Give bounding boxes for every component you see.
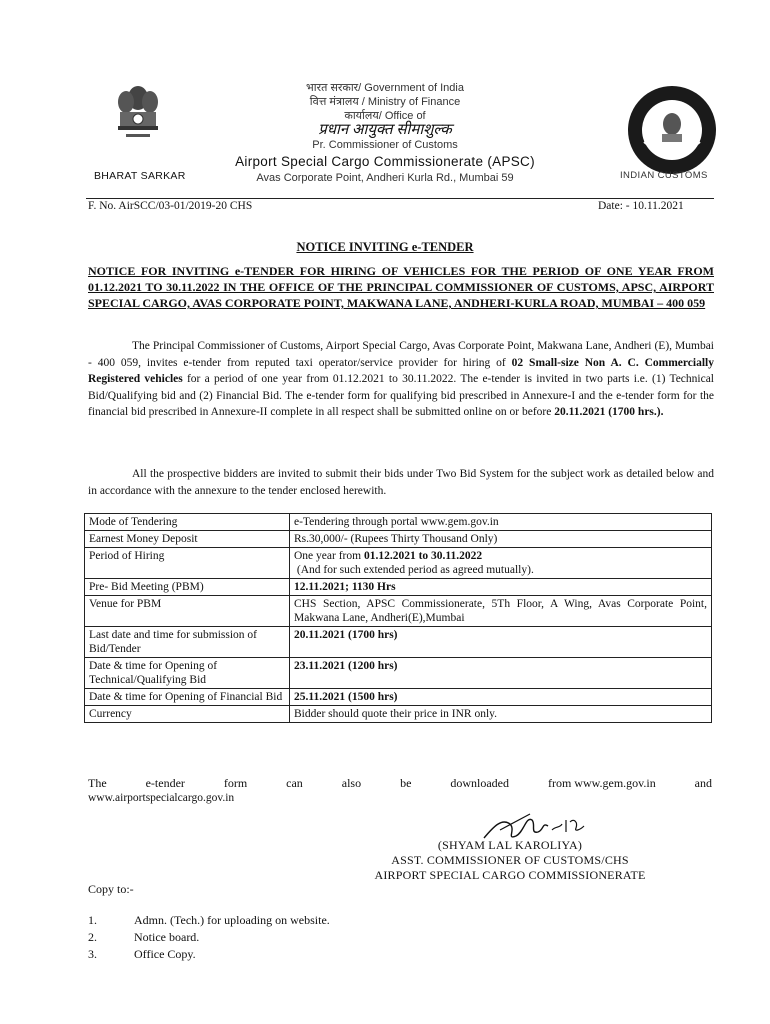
table-row <box>85 689 712 706</box>
row-label: Earnest Money Deposit <box>85 531 290 548</box>
row-value: 12.11.2021; 1130 Hrs <box>290 579 712 596</box>
list-item: 1. Admn. (Tech.) for uploading on website. <box>88 913 330 927</box>
row-label: Currency <box>85 706 290 723</box>
row-label: Pre- Bid Meeting (PBM) <box>85 579 290 596</box>
row-label: Venue for PBM <box>85 596 290 627</box>
indian-customs-seal-icon <box>624 82 720 178</box>
row-value: CHS Section, APSC Commissionerate, 5Th Floor, A Wing, Avas Corporate Point, Makwana Lane, Andheri(E),Mumbai <box>290 596 712 627</box>
copy-to-list <box>88 912 330 963</box>
notice-subject: NOTICE FOR INVITING e-TENDER FOR HIRING OF VEHICLES FOR THE PERIOD OF ONE YEAR FROM 01.12.2021 TO 30.11.2022 IN THE OFFICE OF THE PRINCIPAL COMMISSIONER OF CUSTOMS, APSC, AIRPORT SPECIAL CARGO, AVAS CORPORATE POINT, MAKWANA LANE, ANDHERI-KURLA ROAD, MUMBAI – 400 059 <box>88 264 714 310</box>
indian-customs-caption: INDIAN CUSTOMS <box>620 170 708 181</box>
row-label: Date & time for Opening of Technical/Qualifying Bid <box>85 658 290 689</box>
vehicle-spec: 02 Small-size Non A. C. Commercially Registered vehicles <box>88 356 715 385</box>
row-label: Date & time for Opening of Financial Bid <box>85 689 290 706</box>
signatory-designation: ASST. COMMISSIONER OF CUSTOMS/CHS <box>391 853 629 867</box>
row-label: Period of Hiring <box>85 548 290 579</box>
row-value: Rs.30,000/- (Rupees Thirty Thousand Only) <box>290 531 712 548</box>
header-address: Avas Corporate Point, Andheri Kurla Rd., Mumbai 59 <box>256 172 514 184</box>
row-value: 23.11.2021 (1200 hrs) <box>290 658 712 689</box>
row-value: e-Tendering through portal www.gem.gov.in <box>290 514 712 531</box>
signatory-name: (SHYAM LAL KAROLIYA) <box>437 838 583 852</box>
header-commissioner-line: Pr. Commissioner of Customs <box>312 139 458 151</box>
table-row <box>85 658 712 689</box>
row-label: Last date and time for submission of Bid/Tender <box>85 627 290 658</box>
list-item: 2. Notice board. <box>88 930 200 944</box>
signatory-block <box>320 838 700 883</box>
header-office-line: कार्यालय/ Office of <box>344 110 426 122</box>
table-row <box>85 706 712 723</box>
tender-details-table <box>84 513 712 723</box>
table-row <box>85 579 712 596</box>
paragraph-1: The Principal Commissioner of Customs, Airport Special Cargo, Avas Corporate Point, Makwana Lane, Andheri (E), Mumbai - 400 059, invites e-tender from reputed taxi operator/service provider for hiring of 02 Small-size Non A. C. Commercially Registered vehicles for a period of one year from 01.12.2021 to 30.11.2022. The e-tender is invited in two parts i.e. (1) Technical Bid/Qualifying bid and (2) Financial Bid. The e-tender form for qualifying bid prescribed in Annexure-I and the e-tender form for the financial bid prescribed in Annexure-II complete in all respect shall be submitted online on or before 20.11.2021 (1700 hrs.). <box>88 340 715 418</box>
list-item: 3. Office Copy. <box>88 947 196 961</box>
header-title: Airport Special Cargo Commissionerate (APSC) <box>235 154 535 169</box>
document-date: Date: - 10.11.2021 <box>598 200 684 212</box>
row-value: Bidder should quote their price in INR only. <box>290 706 712 723</box>
file-number: F. No. AirSCC/03-01/2019-20 CHS <box>88 200 253 212</box>
row-label: Mode of Tendering <box>85 514 290 531</box>
table-row <box>85 531 712 548</box>
table-row <box>85 596 712 627</box>
submission-deadline: 20.11.2021 (1700 hrs.). <box>554 406 664 418</box>
signatory-office: AIRPORT SPECIAL CARGO COMMISSIONERATE <box>374 868 646 882</box>
header-hindi-title: प्रधान आयुक्त सीमाशुल्क <box>318 122 452 138</box>
notice-heading: NOTICE INVITING e-TENDER <box>296 240 474 254</box>
header-ministry-line: वित्त मंत्रालय / Ministry of Finance <box>309 96 461 108</box>
row-value: One year from 01.12.2021 to 30.11.2022 (And for such extended period as agreed mutually). <box>290 548 712 579</box>
copy-to-label: Copy to:- <box>88 882 134 896</box>
row-value: 20.11.2021 (1700 hrs) <box>290 627 712 658</box>
bharat-sarkar-caption: BHARAT SARKAR <box>94 170 186 182</box>
header-divider <box>86 198 714 199</box>
table-row <box>85 514 712 531</box>
header-gov-line: भारत सरकार/ Government of India <box>306 82 464 94</box>
row-value: 25.11.2021 (1500 hrs) <box>290 689 712 706</box>
table-row <box>85 627 712 658</box>
apsc-website-link[interactable]: www.airportspecialcargo.gov.in <box>88 792 235 804</box>
table-row <box>85 548 712 579</box>
download-sentence: The e-tender form can also be downloaded from www.gem.gov.in and <box>88 776 712 790</box>
paragraph-2: All the prospective bidders are invited to submit their bids under Two Bid System for the subject work as detailed below and in accordance with the annexure to the tender enclosed herewith. <box>88 468 714 497</box>
gem-portal-link[interactable]: from www.gem.gov.in <box>547 776 656 790</box>
